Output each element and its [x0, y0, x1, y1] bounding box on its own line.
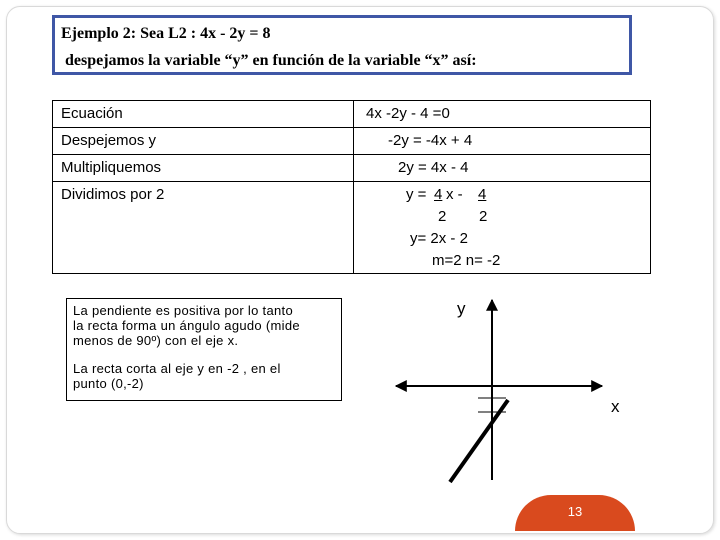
info-line: menos de 90º) con el eje x.: [73, 333, 239, 348]
step-label: Dividimos por 2: [53, 182, 354, 274]
step-label: Ecuación: [53, 101, 354, 128]
slope-intercept: m=2 n= -2: [432, 252, 501, 269]
result-expr: y= 2x - 2: [410, 230, 468, 247]
table-row: [53, 128, 651, 155]
step-label: Despejemos y: [53, 128, 354, 155]
info-line: La recta corta al eje y en -2 , en el: [73, 361, 281, 376]
steps-table: [52, 100, 651, 274]
expr-x: x -: [446, 186, 463, 203]
page-number-badge: 13: [515, 495, 635, 531]
info-line: punto (0,-2): [73, 376, 144, 391]
expr-y: y =: [406, 186, 427, 203]
denominator-2b: 2: [479, 208, 488, 225]
y-axis-label: y: [457, 299, 466, 318]
x-axis-label: x: [611, 397, 620, 416]
title-line-2: despejamos la variable “y” en función de la variable “x” así:: [65, 52, 477, 69]
table-row: [53, 101, 651, 128]
step-expr: 2y = 4x - 4: [354, 155, 651, 182]
step-expr: -2y = -4x + 4: [354, 128, 651, 155]
line-graph: [380, 290, 630, 490]
table-row: [53, 155, 651, 182]
title-line-1: Ejemplo 2: Sea L2 : 4x - 2y = 8: [61, 25, 271, 42]
step-expr: 4x -2y - 4 =0: [354, 101, 651, 128]
info-line: La pendiente es positiva por lo tanto: [73, 303, 293, 318]
info-line: la recta forma un ángulo agudo (mide: [73, 318, 300, 333]
info-box: [66, 298, 342, 401]
step-label: Multipliquemos: [53, 155, 354, 182]
step-expr-fraction: [354, 182, 651, 274]
numerator-4b: 4: [478, 186, 487, 203]
table-row: [53, 182, 651, 274]
title-box: [52, 15, 632, 75]
denominator-2: 2: [438, 208, 447, 225]
numerator-4: 4: [434, 186, 443, 203]
